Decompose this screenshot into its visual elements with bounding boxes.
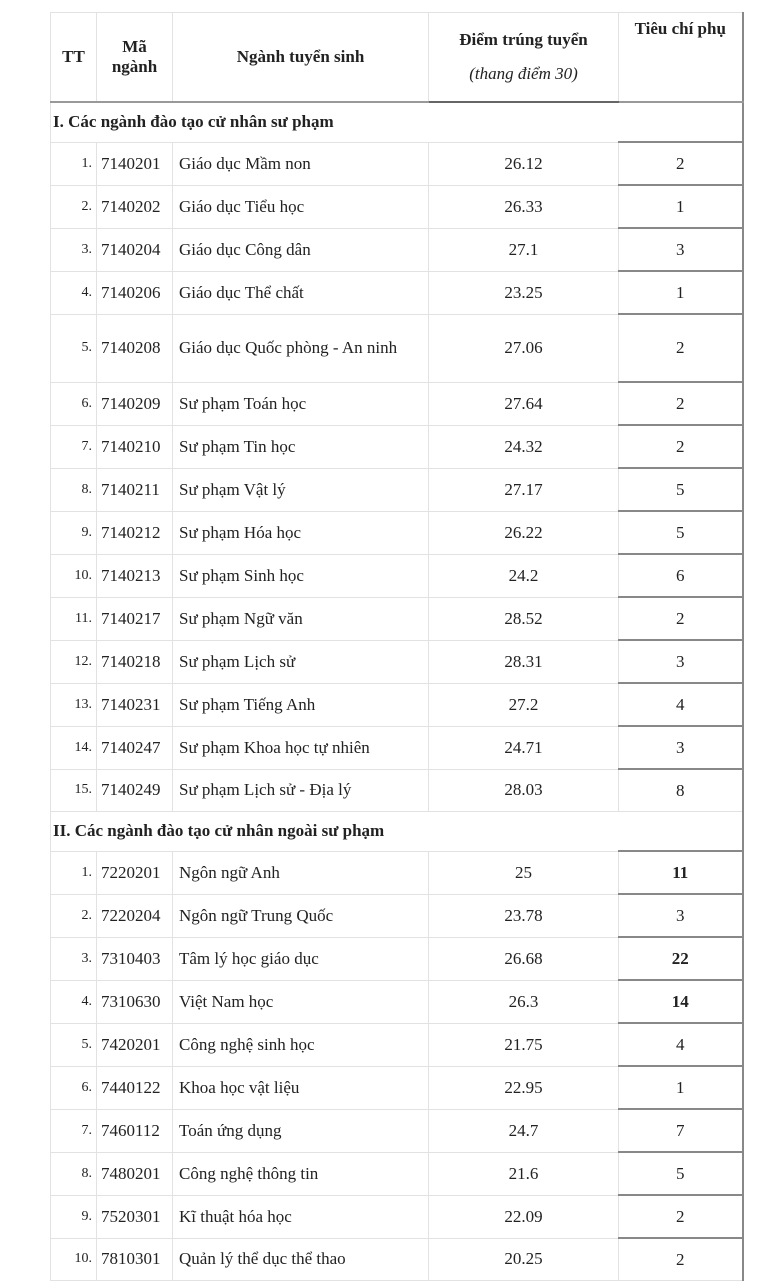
cell-ma: 7520301 (97, 1195, 173, 1238)
cell-ma: 7140218 (97, 640, 173, 683)
admission-scores-table (50, 12, 744, 1281)
cell-tt: 11. (51, 597, 97, 640)
cell-ma: 7140213 (97, 554, 173, 597)
cell-diem: 24.2 (429, 554, 619, 597)
cell-tt: 1. (51, 142, 97, 185)
cell-diem: 22.95 (429, 1066, 619, 1109)
cell-tt: 5. (51, 1023, 97, 1066)
cell-ma: 7480201 (97, 1152, 173, 1195)
cell-ma: 7140212 (97, 511, 173, 554)
table-row (51, 597, 743, 640)
table-row (51, 1109, 743, 1152)
cell-diem: 21.6 (429, 1152, 619, 1195)
cell-ma: 7140206 (97, 271, 173, 314)
cell-nganh: Toán ứng dụng (173, 1109, 429, 1152)
cell-diem: 26.68 (429, 937, 619, 980)
cell-tc: 2 (619, 597, 743, 640)
cell-tt: 14. (51, 726, 97, 769)
cell-tc: 2 (619, 1195, 743, 1238)
cell-nganh: Công nghệ thông tin (173, 1152, 429, 1195)
table-row (51, 1238, 743, 1281)
cell-nganh: Tâm lý học giáo dục (173, 937, 429, 980)
cell-nganh: Việt Nam học (173, 980, 429, 1023)
cell-ma: 7140201 (97, 142, 173, 185)
cell-ma: 7310630 (97, 980, 173, 1023)
cell-tc: 22 (619, 937, 743, 980)
cell-tc: 11 (619, 851, 743, 894)
cell-tc: 5 (619, 468, 743, 511)
cell-tc: 2 (619, 382, 743, 425)
cell-nganh: Sư phạm Toán học (173, 382, 429, 425)
cell-diem: 26.12 (429, 142, 619, 185)
table-row (51, 271, 743, 314)
header-diem (429, 13, 619, 103)
cell-ma: 7140208 (97, 314, 173, 382)
cell-ma: 7140202 (97, 185, 173, 228)
cell-ma: 7310403 (97, 937, 173, 980)
cell-diem: 28.52 (429, 597, 619, 640)
cell-tt: 12. (51, 640, 97, 683)
section-title: II. Các ngành đào tạo cử nhân ngoài sư phạm (51, 812, 743, 852)
cell-tt: 13. (51, 683, 97, 726)
header-tt: TT (51, 13, 97, 103)
cell-nganh: Quản lý thể dục thể thao (173, 1238, 429, 1281)
cell-tt: 9. (51, 511, 97, 554)
cell-ma: 7140210 (97, 425, 173, 468)
cell-ma: 7460112 (97, 1109, 173, 1152)
cell-ma: 7220204 (97, 894, 173, 937)
cell-nganh: Sư phạm Vật lý (173, 468, 429, 511)
cell-ma: 7220201 (97, 851, 173, 894)
cell-diem: 21.75 (429, 1023, 619, 1066)
header-tieu-chi: Tiêu chí phụ (619, 13, 743, 103)
table-row (51, 640, 743, 683)
cell-tc: 5 (619, 1152, 743, 1195)
table-row (51, 468, 743, 511)
cell-tt: 8. (51, 468, 97, 511)
table-row (51, 1195, 743, 1238)
cell-tt: 4. (51, 271, 97, 314)
cell-ma: 7140209 (97, 382, 173, 425)
cell-diem: 26.22 (429, 511, 619, 554)
cell-nganh: Sư phạm Lịch sử - Địa lý (173, 769, 429, 812)
cell-ma: 7140231 (97, 683, 173, 726)
cell-ma: 7810301 (97, 1238, 173, 1281)
cell-nganh: Giáo dục Thể chất (173, 271, 429, 314)
cell-tc: 1 (619, 271, 743, 314)
cell-tt: 3. (51, 228, 97, 271)
cell-nganh: Khoa học vật liệu (173, 1066, 429, 1109)
cell-tt: 8. (51, 1152, 97, 1195)
table-row (51, 894, 743, 937)
table-row (51, 554, 743, 597)
table-row (51, 937, 743, 980)
table-row (51, 683, 743, 726)
cell-tc: 8 (619, 769, 743, 812)
cell-diem: 27.1 (429, 228, 619, 271)
cell-tt: 4. (51, 980, 97, 1023)
cell-nganh: Ngôn ngữ Trung Quốc (173, 894, 429, 937)
cell-tt: 2. (51, 894, 97, 937)
header-nganh: Ngành tuyển sinh (173, 13, 429, 103)
cell-diem: 23.78 (429, 894, 619, 937)
cell-tt: 3. (51, 937, 97, 980)
cell-diem: 20.25 (429, 1238, 619, 1281)
cell-tt: 15. (51, 769, 97, 812)
cell-tc: 3 (619, 726, 743, 769)
cell-tc: 2 (619, 1238, 743, 1281)
cell-tc: 4 (619, 683, 743, 726)
cell-nganh: Sư phạm Sinh học (173, 554, 429, 597)
cell-diem: 27.17 (429, 468, 619, 511)
table-row (51, 425, 743, 468)
cell-diem: 24.71 (429, 726, 619, 769)
header-ma-line1: Mã (122, 37, 147, 56)
cell-nganh: Sư phạm Hóa học (173, 511, 429, 554)
cell-tc: 14 (619, 980, 743, 1023)
cell-tc: 2 (619, 142, 743, 185)
cell-tt: 1. (51, 851, 97, 894)
cell-tt: 7. (51, 425, 97, 468)
cell-diem: 26.33 (429, 185, 619, 228)
cell-diem: 24.7 (429, 1109, 619, 1152)
cell-tt: 10. (51, 554, 97, 597)
cell-nganh: Giáo dục Công dân (173, 228, 429, 271)
cell-ma: 7420201 (97, 1023, 173, 1066)
header-diem-label: Điểm trúng tuyển (459, 30, 588, 49)
cell-diem: 25 (429, 851, 619, 894)
section-row (51, 102, 743, 142)
section-row (51, 812, 743, 852)
cell-tc: 3 (619, 640, 743, 683)
cell-ma: 7140249 (97, 769, 173, 812)
cell-tt: 9. (51, 1195, 97, 1238)
cell-nganh: Sư phạm Ngữ văn (173, 597, 429, 640)
cell-tc: 7 (619, 1109, 743, 1152)
table-row (51, 1066, 743, 1109)
cell-diem: 27.64 (429, 382, 619, 425)
cell-tc: 6 (619, 554, 743, 597)
cell-diem: 27.2 (429, 683, 619, 726)
cell-diem: 23.25 (429, 271, 619, 314)
cell-nganh: Giáo dục Mầm non (173, 142, 429, 185)
cell-nganh: Sư phạm Lịch sử (173, 640, 429, 683)
section-title: I. Các ngành đào tạo cử nhân sư phạm (51, 102, 743, 142)
cell-tt: 10. (51, 1238, 97, 1281)
cell-nganh: Giáo dục Tiểu học (173, 185, 429, 228)
table-row (51, 314, 743, 382)
cell-tt: 7. (51, 1109, 97, 1152)
cell-diem: 28.31 (429, 640, 619, 683)
cell-tt: 6. (51, 1066, 97, 1109)
cell-tt: 5. (51, 314, 97, 382)
cell-ma: 7140204 (97, 228, 173, 271)
cell-nganh: Sư phạm Tiếng Anh (173, 683, 429, 726)
cell-tc: 1 (619, 1066, 743, 1109)
cell-tc: 3 (619, 228, 743, 271)
cell-nganh: Ngôn ngữ Anh (173, 851, 429, 894)
cell-tt: 2. (51, 185, 97, 228)
cell-diem: 24.32 (429, 425, 619, 468)
cell-diem: 28.03 (429, 769, 619, 812)
table-row (51, 1023, 743, 1066)
table-row (51, 228, 743, 271)
cell-tc: 1 (619, 185, 743, 228)
header-ma-nganh (97, 13, 173, 103)
cell-ma: 7140247 (97, 726, 173, 769)
cell-nganh: Giáo dục Quốc phòng - An ninh (173, 314, 429, 382)
table-header-row (51, 13, 743, 103)
cell-diem: 22.09 (429, 1195, 619, 1238)
table-row (51, 980, 743, 1023)
table-row (51, 1152, 743, 1195)
table-row (51, 382, 743, 425)
cell-tc: 2 (619, 425, 743, 468)
table-row (51, 851, 743, 894)
table-row (51, 769, 743, 812)
cell-tc: 4 (619, 1023, 743, 1066)
cell-nganh: Công nghệ sinh học (173, 1023, 429, 1066)
cell-ma: 7140217 (97, 597, 173, 640)
cell-ma: 7140211 (97, 468, 173, 511)
cell-nganh: Sư phạm Tin học (173, 425, 429, 468)
cell-nganh: Kĩ thuật hóa học (173, 1195, 429, 1238)
header-ma-line2: ngành (111, 57, 158, 76)
table-row (51, 511, 743, 554)
table-row (51, 726, 743, 769)
header-diem-sub: (thang điểm 30) (469, 64, 578, 83)
cell-diem: 26.3 (429, 980, 619, 1023)
cell-tc: 5 (619, 511, 743, 554)
cell-nganh: Sư phạm Khoa học tự nhiên (173, 726, 429, 769)
cell-tc: 3 (619, 894, 743, 937)
cell-ma: 7440122 (97, 1066, 173, 1109)
cell-tt: 6. (51, 382, 97, 425)
table-row (51, 142, 743, 185)
cell-diem: 27.06 (429, 314, 619, 382)
cell-tc: 2 (619, 314, 743, 382)
table-row (51, 185, 743, 228)
